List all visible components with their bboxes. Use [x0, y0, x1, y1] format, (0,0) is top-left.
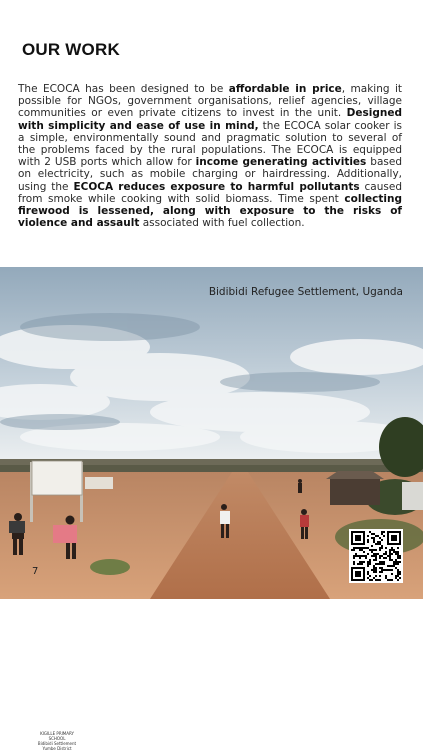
qr-module [387, 569, 389, 571]
qr-module [379, 561, 381, 563]
qr-module [369, 531, 371, 533]
qr-module [379, 541, 381, 543]
qr-module [367, 565, 369, 567]
qr-module [385, 551, 387, 553]
qr-module [375, 579, 377, 581]
qr-module [363, 561, 365, 563]
qr-module [399, 573, 401, 575]
qr-module [397, 569, 399, 571]
emphasis-run: affordable in price [228, 83, 342, 95]
sign-line-1: Bidibidi Settlement [37, 741, 77, 746]
qr-module [367, 553, 369, 555]
qr-module [367, 541, 369, 543]
qr-module [395, 575, 397, 577]
qr-module [361, 561, 363, 563]
qr-module [375, 557, 377, 559]
qr-module [377, 563, 379, 565]
qr-module [387, 543, 401, 545]
qr-module [395, 563, 397, 565]
qr-module [383, 535, 385, 537]
qr-module [379, 549, 381, 551]
text-run: The ECOCA has been designed to be [18, 83, 229, 95]
qr-module [375, 571, 377, 573]
emphasis-run: income generating activities [195, 156, 367, 169]
qr-module [389, 551, 391, 553]
qr-module [371, 569, 373, 571]
qr-module [367, 535, 369, 537]
qr-module [377, 579, 379, 581]
qr-module [365, 555, 367, 557]
qr-module [369, 549, 371, 551]
qr-module [367, 561, 369, 563]
qr-module [399, 555, 401, 557]
qr-module [391, 565, 393, 567]
qr-module [393, 549, 395, 551]
qr-module [355, 535, 361, 541]
qr-module [399, 531, 401, 545]
qr-module [395, 553, 397, 555]
qr-module [381, 569, 383, 571]
school-sign [34, 731, 80, 751]
qr-module [395, 551, 397, 553]
qr-module [373, 549, 375, 551]
qr-module [351, 543, 365, 545]
qr-module [367, 547, 369, 549]
qr-module [383, 563, 385, 565]
qr-module [397, 579, 399, 581]
qr-module [355, 555, 357, 557]
qr-code[interactable] [349, 529, 403, 583]
qr-module [361, 555, 363, 557]
qr-module [381, 547, 383, 549]
qr-module [373, 567, 375, 569]
text-run: the ECOCA solar cooker is a simple, environmentally sound and pragmatic solution to several of the problems faced by the rural populations. The ECOCA is equipped with 2 USB ports which allow for [18, 119, 402, 169]
qr-module [377, 541, 379, 543]
qr-module [397, 557, 399, 559]
emphasis-run: ECOCA reduces exposure to harmful pollutants [73, 180, 360, 193]
qr-module [359, 549, 361, 551]
qr-module [355, 553, 357, 555]
qr-module [399, 557, 401, 559]
qr-module [371, 579, 373, 581]
qr-module [391, 553, 393, 555]
qr-module [367, 563, 369, 565]
qr-module [389, 549, 391, 551]
qr-module [351, 531, 353, 545]
qr-module [379, 537, 381, 539]
qr-module [391, 569, 393, 571]
qr-module [375, 569, 377, 571]
qr-module [381, 531, 383, 533]
qr-module [383, 531, 385, 533]
page-number: 7 [32, 566, 39, 577]
qr-module [397, 555, 399, 557]
qr-module [379, 543, 381, 545]
qr-module [393, 561, 395, 563]
qr-module [375, 549, 377, 551]
qr-module [373, 569, 375, 571]
qr-module [391, 573, 393, 575]
qr-module [397, 547, 399, 549]
qr-module [381, 545, 383, 547]
qr-module [389, 555, 391, 557]
qr-module [373, 555, 375, 557]
qr-module [387, 579, 389, 581]
qr-module [369, 579, 371, 581]
qr-module [383, 557, 385, 559]
qr-module [397, 561, 399, 563]
qr-module [397, 575, 399, 577]
qr-module [395, 567, 397, 569]
qr-module [371, 549, 373, 551]
qr-module [363, 551, 365, 553]
qr-module [351, 567, 365, 569]
qr-module [359, 547, 361, 549]
qr-module [391, 579, 393, 581]
qr-module [381, 567, 383, 569]
qr-module [387, 531, 389, 545]
body-paragraph [18, 83, 402, 229]
qr-module [397, 553, 399, 555]
qr-module [381, 563, 383, 565]
qr-module [365, 557, 367, 559]
qr-module [379, 555, 381, 557]
qr-module [389, 565, 391, 567]
qr-module [359, 563, 361, 565]
qr-module [379, 563, 381, 565]
qr-module [385, 575, 387, 577]
qr-module [363, 547, 365, 549]
qr-module [375, 575, 377, 577]
qr-module [399, 561, 401, 563]
qr-module [363, 531, 365, 545]
emphasis-run: Designed with simplicity and ease of use in mind, [18, 107, 402, 132]
qr-module [381, 561, 383, 563]
qr-module [395, 561, 397, 563]
qr-module [379, 571, 381, 573]
qr-module [367, 539, 369, 541]
qr-module [373, 565, 375, 567]
qr-module [369, 559, 371, 561]
sign-line-2: Yumbe District [42, 746, 72, 751]
text-run: caused from smoke while cooking with solid biomass. Time spent [18, 180, 402, 205]
qr-module [359, 555, 361, 557]
qr-module [375, 567, 377, 569]
qr-module [389, 569, 391, 571]
qr-module [387, 531, 401, 533]
qr-module [383, 553, 385, 555]
qr-module [379, 567, 381, 569]
qr-module [357, 547, 359, 549]
page-title: OUR WORK [22, 40, 120, 59]
qr-module [381, 533, 383, 535]
text-run: associated with fuel collection. [139, 217, 305, 230]
qr-module [399, 571, 401, 573]
qr-module [397, 551, 399, 553]
qr-module [397, 571, 399, 573]
qr-module [379, 557, 381, 559]
qr-module [363, 555, 365, 557]
qr-module [393, 551, 395, 553]
qr-module [365, 547, 367, 549]
qr-module [373, 533, 375, 535]
qr-module [361, 563, 363, 565]
qr-module [351, 579, 365, 581]
qr-module [381, 539, 383, 541]
qr-module [385, 557, 387, 559]
qr-module [367, 571, 369, 573]
qr-module [351, 567, 353, 581]
qr-module [375, 555, 377, 557]
qr-module [373, 541, 375, 543]
qr-module [387, 555, 389, 557]
qr-module [373, 537, 375, 539]
qr-module [399, 577, 401, 579]
qr-module [359, 557, 361, 559]
qr-module [385, 569, 387, 571]
qr-module [367, 573, 369, 575]
qr-module [371, 537, 373, 539]
qr-module [353, 547, 355, 549]
qr-module [379, 579, 381, 581]
qr-module [395, 577, 397, 579]
qr-module [385, 547, 387, 549]
qr-module [375, 535, 377, 537]
qr-module [375, 543, 377, 545]
qr-module [373, 559, 375, 561]
qr-module [397, 573, 399, 575]
qr-module [353, 549, 355, 551]
qr-module [369, 563, 371, 565]
qr-module [377, 553, 379, 555]
qr-module [389, 559, 391, 561]
qr-module [375, 559, 377, 561]
qr-module [355, 571, 361, 577]
qr-module [371, 551, 373, 553]
qr-module [351, 531, 365, 533]
sign-title: KIGILLE PRIMARY SCHOOL [40, 731, 74, 741]
qr-module [389, 557, 391, 559]
qr-module [371, 545, 373, 547]
qr-module [369, 561, 371, 563]
qr-module [373, 553, 375, 555]
qr-code-icon [351, 531, 401, 581]
text-run: based on electricity, such as mobile charging or hairdressing. Additionally, using the [18, 156, 402, 193]
qr-module [353, 555, 355, 557]
qr-module [379, 547, 381, 549]
qr-module [379, 575, 381, 577]
qr-module [369, 575, 371, 577]
qr-module [357, 563, 359, 565]
qr-module [389, 553, 391, 555]
qr-module [353, 557, 355, 559]
qr-module [353, 561, 355, 563]
qr-module [357, 555, 359, 557]
qr-module [367, 577, 369, 579]
qr-module [385, 577, 387, 579]
qr-module [381, 555, 383, 557]
qr-module [361, 549, 363, 551]
qr-module [389, 579, 391, 581]
qr-module [373, 539, 375, 541]
qr-module [375, 553, 377, 555]
emphasis-run: collecting firewood is lessened, along with exposure to the risks of violence and assault [18, 192, 402, 230]
qr-module [387, 565, 389, 567]
photo-caption: Bidibidi Refugee Settlement, Uganda [208, 286, 403, 298]
qr-module [353, 563, 355, 565]
qr-module [391, 547, 393, 549]
qr-module [373, 577, 375, 579]
qr-module [371, 555, 373, 557]
qr-module [393, 565, 395, 567]
qr-module [363, 567, 365, 581]
qr-module [361, 547, 363, 549]
qr-module [395, 559, 397, 561]
qr-module [383, 569, 385, 571]
qr-module [381, 571, 383, 573]
qr-module [377, 535, 379, 537]
qr-module [385, 553, 387, 555]
qr-module [393, 563, 395, 565]
qr-module [355, 547, 357, 549]
qr-module [377, 543, 379, 545]
qr-module [351, 549, 353, 551]
text-run: , making it possible for NGOs, government organisations, relief agencies, village communities or even private citizens to invest in the unit. [18, 83, 402, 120]
qr-module [371, 533, 373, 535]
qr-module [373, 571, 375, 573]
qr-module [397, 563, 399, 565]
qr-module [391, 559, 393, 561]
qr-module [383, 561, 385, 563]
qr-module [359, 561, 361, 563]
qr-module [391, 535, 397, 541]
qr-module [391, 549, 393, 551]
qr-module [375, 563, 377, 565]
